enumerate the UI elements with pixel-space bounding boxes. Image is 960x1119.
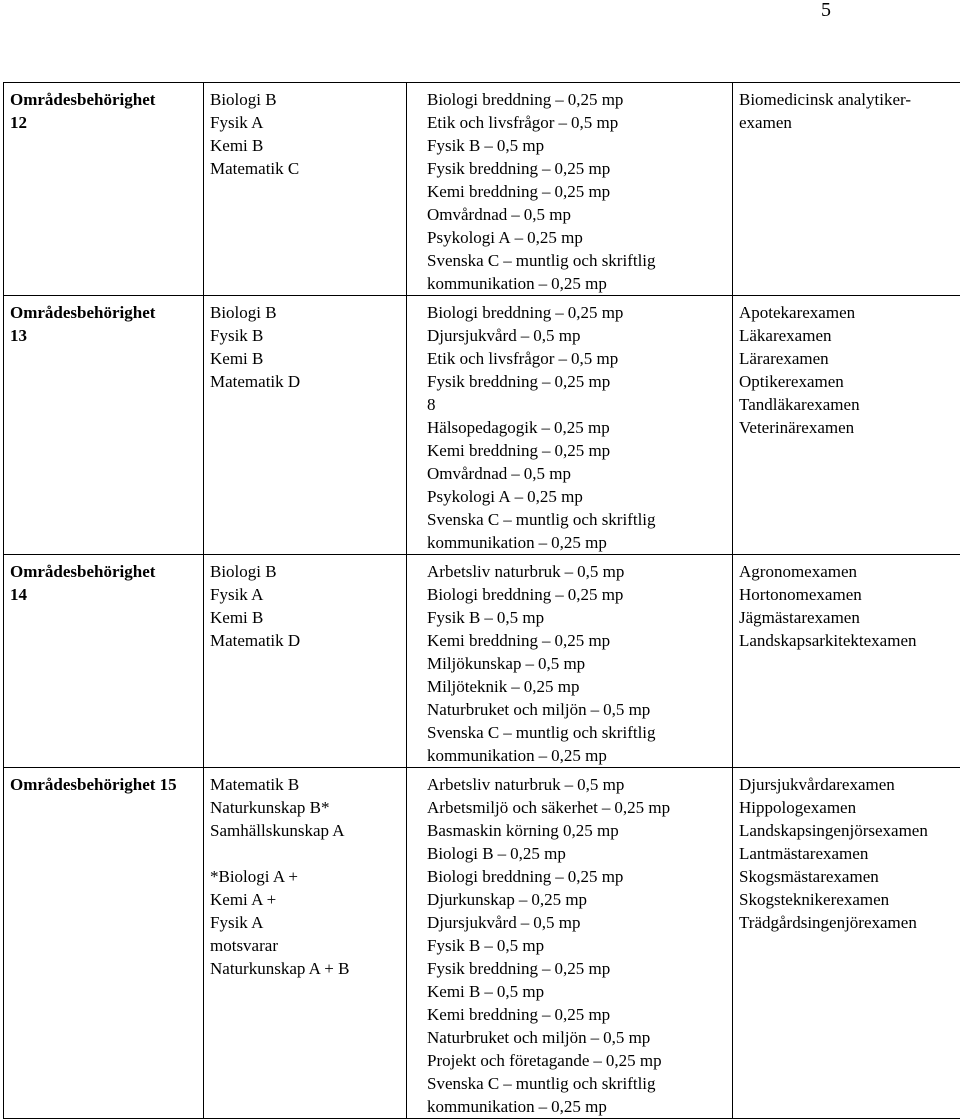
course-name: Projekt och företagande — [427, 1051, 589, 1070]
exams-cell — [733, 296, 960, 555]
course-name: Kemi breddning — [427, 182, 538, 201]
course-line: Fysik breddning – 0,25 mp — [427, 157, 732, 180]
course-line: Biologi B – 0,25 mp — [427, 842, 732, 865]
course-line: Djurkunskap – 0,25 mp — [427, 888, 732, 911]
course-name: Fysik breddning — [427, 372, 538, 391]
spacer — [210, 842, 406, 865]
course-points: 0,5 mp — [603, 1028, 650, 1047]
course-name: Fysik breddning — [427, 159, 538, 178]
course-name: Naturbruket och miljön — [427, 700, 587, 719]
subject: Matematik D — [210, 629, 406, 652]
course-points: 0,5 mp — [577, 562, 624, 581]
course-name: Kemi breddning — [427, 1005, 538, 1024]
course-name: Miljökunskap — [427, 654, 521, 673]
course-name: Omvårdnad — [427, 205, 507, 224]
course-line: Svenska C – muntlig och skriftlig — [427, 249, 732, 272]
course-points: 0,25 mp — [527, 228, 583, 247]
subject: Fysik B — [210, 324, 406, 347]
course-line: Kemi breddning – 0,25 mp — [427, 180, 732, 203]
area-cell — [4, 296, 204, 555]
course-line: Arbetsmiljö och säkerhet – 0,25 mp — [427, 796, 732, 819]
subject: Samhällskunskap A — [210, 819, 406, 842]
course-line: Biologi breddning – 0,25 mp — [427, 583, 732, 606]
subjects-cell — [204, 83, 407, 296]
area-cell — [4, 768, 204, 1119]
course-name: kommunikation — [427, 1097, 535, 1116]
subject: Matematik D — [210, 370, 406, 393]
subject: Fysik A — [210, 111, 406, 134]
exam: Hippologexamen — [739, 796, 960, 819]
course-line: Arbetsliv naturbruk – 0,5 mp — [427, 560, 732, 583]
page-number: 5 — [821, 0, 831, 20]
course-points: 0,5 mp — [577, 775, 624, 794]
course-points: 0,5 mp — [571, 349, 618, 368]
course-points: 0,25 mp — [568, 303, 624, 322]
course-points: 0,5 mp — [538, 654, 585, 673]
course-points: 0,5 mp — [533, 326, 580, 345]
subject: Biologi B — [210, 88, 406, 111]
subject: Naturkunskap B* — [210, 796, 406, 819]
course-name: Svenska C — [427, 510, 499, 529]
course-name: Psykologi A — [427, 228, 511, 247]
table-row — [4, 768, 960, 1119]
courses-cell — [407, 768, 733, 1119]
subject: Kemi B — [210, 347, 406, 370]
course-name: Kemi B — [427, 982, 480, 1001]
course-line: kommunikation – 0,25 mp — [427, 531, 732, 554]
course-line: Fysik B – 0,5 mp — [427, 934, 732, 957]
course-line: Miljöteknik – 0,25 mp — [427, 675, 732, 698]
course-name: Arbetsliv naturbruk — [427, 775, 561, 794]
course-points: 0,5 mp — [497, 608, 544, 627]
course-line: Kemi breddning – 0,25 mp — [427, 439, 732, 462]
course-points: muntlig och skriftlig — [516, 723, 656, 742]
course-line: kommunikation – 0,25 mp — [427, 272, 732, 295]
exam: Djursjukvårdarexamen — [739, 773, 960, 796]
course-line: Svenska C – muntlig och skriftlig — [427, 508, 732, 531]
course-line: Etik och livsfrågor – 0,5 mp — [427, 347, 732, 370]
course-name: Kemi breddning — [427, 441, 538, 460]
course-name: Naturbruket och miljön — [427, 1028, 587, 1047]
course-points: 0,25 mp — [563, 821, 619, 840]
courses-cell — [407, 555, 733, 768]
course-line: Fysik breddning – 0,25 mp — [427, 370, 732, 393]
course-name: Arbetsliv naturbruk — [427, 562, 561, 581]
equivalence-note: Naturkunskap A + B — [210, 957, 406, 980]
equivalence-note: motsvarar — [210, 934, 406, 957]
course-points: 0,5 mp — [571, 113, 618, 132]
course-name: Fysik breddning — [427, 959, 538, 978]
area-cell — [4, 83, 204, 296]
course-line: Miljökunskap – 0,5 mp — [427, 652, 732, 675]
course-name: Biologi breddning — [427, 303, 551, 322]
equivalence-note: Fysik A — [210, 911, 406, 934]
course-line: Psykologi A – 0,25 mp — [427, 485, 732, 508]
exam: Hortonomexamen — [739, 583, 960, 606]
course-points: 0,5 mp — [497, 982, 544, 1001]
course-line: kommunikation – 0,25 mp — [427, 744, 732, 767]
course-points: 0,5 mp — [524, 205, 571, 224]
exam: Jägmästarexamen — [739, 606, 960, 629]
course-points: 0,25 mp — [510, 844, 566, 863]
footnote-marker: 8 — [427, 393, 732, 416]
course-name: Basmaskin körning — [427, 821, 559, 840]
subjects-cell — [204, 555, 407, 768]
course-line: Omvårdnad – 0,5 mp — [427, 462, 732, 485]
course-name: kommunikation — [427, 274, 535, 293]
exam: Apotekarexamen — [739, 301, 960, 324]
table-row — [4, 555, 960, 768]
course-points: 0,25 mp — [568, 585, 624, 604]
course-name: Biologi breddning — [427, 90, 551, 109]
course-points: 0,25 mp — [554, 959, 610, 978]
course-points: 0,25 mp — [554, 1005, 610, 1024]
courses-cell — [407, 83, 733, 296]
course-name: Etik och livsfrågor — [427, 113, 554, 132]
course-line: Fysik breddning – 0,25 mp — [427, 957, 732, 980]
course-name: Arbetsmiljö och säkerhet — [427, 798, 598, 817]
course-points: 0,25 mp — [554, 631, 610, 650]
course-points: muntlig och skriftlig — [516, 1074, 656, 1093]
exam: Skogsteknikerexamen — [739, 888, 960, 911]
courses-cell — [407, 296, 733, 555]
course-points: 0,25 mp — [554, 418, 610, 437]
course-line: Kemi breddning – 0,25 mp — [427, 629, 732, 652]
course-name: Omvårdnad — [427, 464, 507, 483]
course-line: Fysik B – 0,5 mp — [427, 606, 732, 629]
exam: Optikerexamen — [739, 370, 960, 393]
exam: Veterinärexamen — [739, 416, 960, 439]
course-line: Projekt och företagande – 0,25 mp — [427, 1049, 732, 1072]
table-row — [4, 296, 960, 555]
course-name: Djurkunskap — [427, 890, 515, 909]
course-name: Djursjukvård — [427, 326, 517, 345]
exams-cell — [733, 555, 960, 768]
course-line: Arbetsliv naturbruk – 0,5 mp — [427, 773, 732, 796]
course-name: Fysik B — [427, 936, 480, 955]
course-name: kommunikation — [427, 746, 535, 765]
course-points: 0,25 mp — [551, 1097, 607, 1116]
subject: Kemi B — [210, 606, 406, 629]
course-points: 0,25 mp — [614, 798, 670, 817]
course-points: 0,5 mp — [497, 136, 544, 155]
table-row — [4, 83, 960, 296]
area-title: Områdesbehörighet 13 — [10, 301, 203, 347]
course-points: 0,5 mp — [524, 464, 571, 483]
subject: Biologi B — [210, 560, 406, 583]
course-line: Psykologi A – 0,25 mp — [427, 226, 732, 249]
requirements-table — [3, 82, 960, 1119]
course-name: Fysik B — [427, 136, 480, 155]
exam: Agronomexamen — [739, 560, 960, 583]
exams-cell — [733, 768, 960, 1119]
course-points: 0,25 mp — [524, 677, 580, 696]
exam: Skogsmästarexamen — [739, 865, 960, 888]
exam: Biomedicinsk analytiker- — [739, 88, 960, 111]
exam: examen — [739, 111, 960, 134]
exam: Lärarexamen — [739, 347, 960, 370]
course-name: Biologi B — [427, 844, 494, 863]
course-line: Omvårdnad – 0,5 mp — [427, 203, 732, 226]
exam: Läkarexamen — [739, 324, 960, 347]
course-points: 0,5 mp — [533, 913, 580, 932]
course-name: Fysik B — [427, 608, 480, 627]
course-name: Svenska C — [427, 1074, 499, 1093]
course-line: Djursjukvård – 0,5 mp — [427, 911, 732, 934]
area-title: Områdesbehörighet 14 — [10, 560, 203, 606]
course-name: Hälsopedagogik — [427, 418, 537, 437]
course-points: 0,5 mp — [603, 700, 650, 719]
course-points: 0,25 mp — [554, 441, 610, 460]
course-name: Biologi breddning — [427, 585, 551, 604]
subjects-cell — [204, 768, 407, 1119]
exam: Lantmästarexamen — [739, 842, 960, 865]
exams-cell — [733, 83, 960, 296]
course-name: kommunikation — [427, 533, 535, 552]
course-line — [427, 819, 732, 842]
course-name: Svenska C — [427, 251, 499, 270]
course-points: 0,25 mp — [554, 159, 610, 178]
course-line: Kemi breddning – 0,25 mp — [427, 1003, 732, 1026]
course-name: Kemi breddning — [427, 631, 538, 650]
course-line: Djursjukvård – 0,5 mp — [427, 324, 732, 347]
course-points: muntlig och skriftlig — [516, 251, 656, 270]
course-points: 0,25 mp — [568, 867, 624, 886]
exam: Trädgårdsingenjörexamen — [739, 911, 960, 934]
equivalence-note: Kemi A + — [210, 888, 406, 911]
course-line: Svenska C – muntlig och skriftlig — [427, 1072, 732, 1095]
course-name: Miljöteknik — [427, 677, 507, 696]
course-name: Biologi breddning — [427, 867, 551, 886]
subject: Biologi B — [210, 301, 406, 324]
course-points: 0,25 mp — [554, 182, 610, 201]
course-line: Naturbruket och miljön – 0,5 mp — [427, 698, 732, 721]
course-line: Etik och livsfrågor – 0,5 mp — [427, 111, 732, 134]
equivalence-note: *Biologi A + — [210, 865, 406, 888]
course-name: Psykologi A — [427, 487, 511, 506]
subject: Kemi B — [210, 134, 406, 157]
subject: Matematik B — [210, 773, 406, 796]
course-points: 0,25 mp — [527, 487, 583, 506]
course-points: muntlig och skriftlig — [516, 510, 656, 529]
subject: Matematik C — [210, 157, 406, 180]
course-line: Naturbruket och miljön – 0,5 mp — [427, 1026, 732, 1049]
course-points: 0,25 mp — [554, 372, 610, 391]
course-name: Djursjukvård — [427, 913, 517, 932]
course-points: 0,25 mp — [551, 746, 607, 765]
course-name: Etik och livsfrågor — [427, 349, 554, 368]
course-line: Fysik B – 0,5 mp — [427, 134, 732, 157]
area-cell — [4, 555, 204, 768]
exam: Landskapsingenjörsexamen — [739, 819, 960, 842]
exam: Landskapsarkitektexamen — [739, 629, 960, 652]
course-line: Biologi breddning – 0,25 mp — [427, 301, 732, 324]
course-points: 0,25 mp — [568, 90, 624, 109]
subject: Fysik A — [210, 583, 406, 606]
course-points: 0,25 mp — [551, 274, 607, 293]
exam: Tandläkarexamen — [739, 393, 960, 416]
course-line: kommunikation – 0,25 mp — [427, 1095, 732, 1118]
course-line: Biologi breddning – 0,25 mp — [427, 865, 732, 888]
subjects-cell — [204, 296, 407, 555]
course-points: 0,5 mp — [497, 936, 544, 955]
course-line: Hälsopedagogik – 0,25 mp — [427, 416, 732, 439]
course-line: Kemi B – 0,5 mp — [427, 980, 732, 1003]
course-name: Svenska C — [427, 723, 499, 742]
course-line: Biologi breddning – 0,25 mp — [427, 88, 732, 111]
course-points: 0,25 mp — [606, 1051, 662, 1070]
area-title: Områdesbehörighet 12 — [10, 88, 203, 134]
area-title: Områdesbehörighet 15 — [10, 773, 203, 796]
course-points: 0,25 mp — [531, 890, 587, 909]
course-points: 0,25 mp — [551, 533, 607, 552]
course-line: Svenska C – muntlig och skriftlig — [427, 721, 732, 744]
